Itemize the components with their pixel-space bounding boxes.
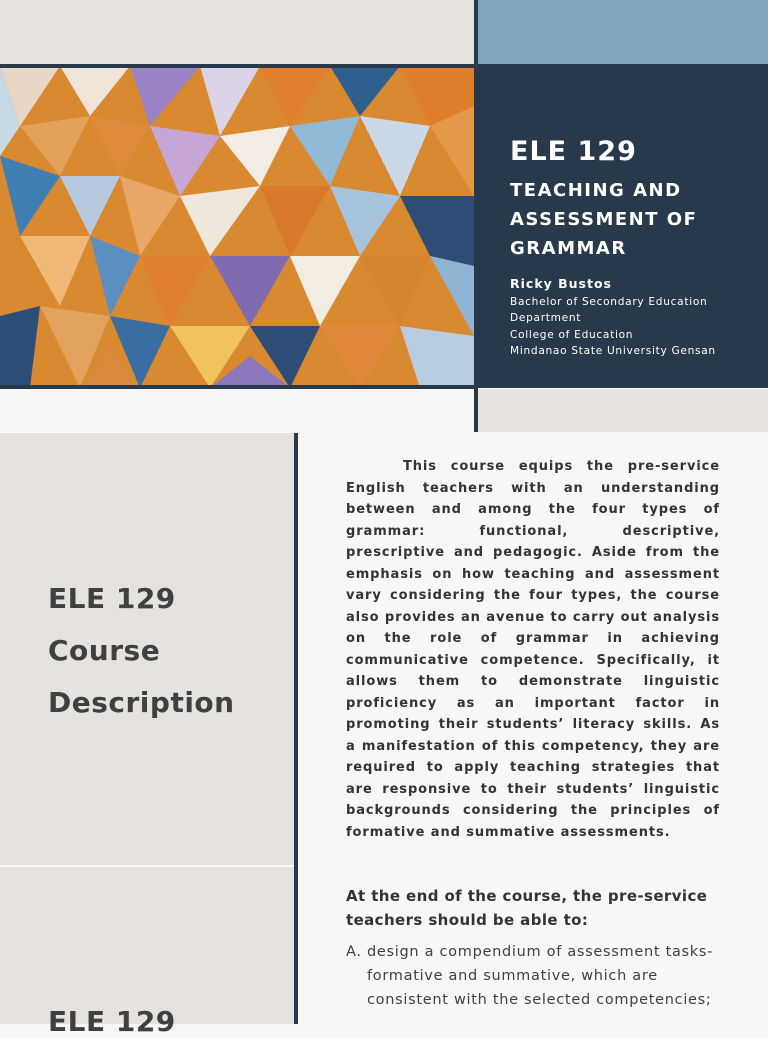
outcomes-heading: ELE 129 [48,1005,176,1038]
outcomes-sidebar [0,867,294,1024]
course-title [510,176,750,263]
course-title-line: GRAMMAR [510,238,627,259]
top-right-accent-block [478,0,768,64]
course-title-line: ASSESSMENT OF [510,209,698,230]
cover-artwork [0,66,474,388]
affiliation-line: Department [510,312,582,325]
section-vertical-divider [294,433,298,1024]
author-name: Ricky Bustos [510,276,613,291]
spacer-band-right [478,389,768,432]
outcome-item [346,940,726,1012]
heading-line: Description [48,686,235,719]
course-description-text: This course equips the pre-service English teachers with an understanding between and among the four types of grammar: functional, descriptive, prescriptive and pedagogic. Aside from the emphasis on how teaching and assessment vary considering the four types, the course also provides an avenue to carry out analysis on the role of grammar in achieving communicative competence. Specifically, it allows them to demonstrate linguistic proficiency as an important factor in promoting their students’ literacy skills. As a manifestation of this competency, they are required to apply teaching strategies that are responsive to their students’ linguistic backgrounds considering the principles of formative and summative assessments. [346,459,720,840]
heading-line: ELE 129 [48,582,176,615]
outcomes-lead: At the end of the course, the pre-service teachers should be able to: [346,887,708,929]
affiliation-line: Mindanao State University Gensan [510,344,716,357]
affiliation-line: College of Education [510,328,634,341]
divider-line [0,64,474,68]
spacer-band-left [0,389,474,432]
vertical-divider [474,0,478,432]
outcome-marker: A. [346,944,362,960]
affiliation-line: Bachelor of Secondary Education [510,296,708,308]
top-left-block [0,0,474,64]
low-poly-pattern [0,66,474,388]
course-title-line: TEACHING AND [510,180,682,201]
heading-line: Course [48,634,161,667]
description-heading [48,573,235,729]
affiliation [510,294,716,359]
outcome-text: design a compendium of assessment tasks-formative and summative, which are consistent with the selected competencies; [367,944,714,1008]
course-code: ELE 129 [510,136,637,167]
